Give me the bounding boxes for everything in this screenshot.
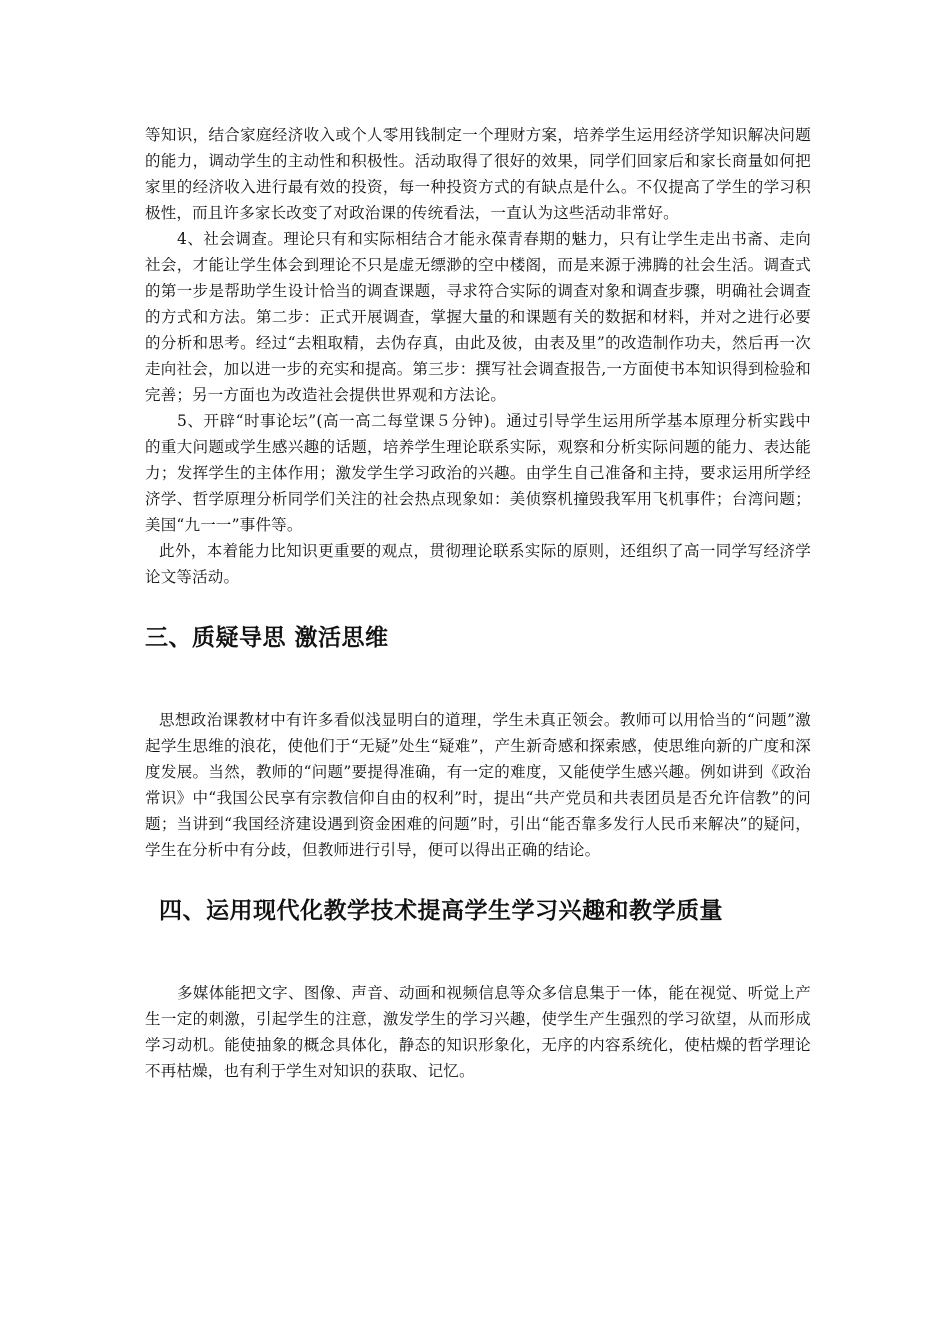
document-body: [145, 122, 811, 1084]
section-heading-3: 三、质疑导思 激活思维: [145, 625, 389, 651]
paragraph-item-5-current-affairs-forum: 5、开辟“时事论坛”(高一高二每堂课５分钟)。通过引导学生运用所学基本原理分析实践中的重大问题或学生感兴趣的话题，培养学生理论联系实际，观察和分析实际问题的能力、表达能力；发挥学生的主体作用；激发学生学习政治的兴趣。由学生自己准备和主持，要求运用所学经济学、哲学原理分析同学们关注的社会热点现象如：美侦察机撞毁我军用飞机事件；台湾问题；美国“九一一”事件等。: [145, 412, 811, 534]
paragraph-section-4: 多媒体能把文字、图像、声音、动画和视频信息等众多信息集于一体，能在视觉、听觉上产生一定的刺激，引起学生的注意，激发学生的学习兴趣，使学生产生强烈的学习欲望，从而形成学习动机。能使抽象的概念具体化，静态的知识形象化，无序的内容系统化，使枯燥的哲学理论不再枯燥，也有利于学生对知识的获取、记忆。: [145, 984, 811, 1080]
section-heading-4: 四、运用现代化教学技术提高学生学习兴趣和教学质量: [159, 898, 723, 924]
paragraph-section-3: 思想政治课教材中有许多看似浅显明白的道理，学生未真正领会。教师可以用恰当的“问题”激起学生思维的浪花，使他们于“无疑”处生“疑难”，产生新奇感和探索感，使思维向新的广度和深度发展。当然，教师的“问题”要提得准确，有一定的难度，又能使学生感兴趣。例如讲到《政治常识》中“我国公民享有宗教信仰自由的权利”时，提出“共产党员和共表团员是否允许信教”的问题；当讲到“我国经济建设遇到资金困难的问题”时，引出“能否靠多发行人民币来解决”的疑问，学生在分析中有分歧，但教师进行引导，便可以得出正确的结论。: [145, 711, 811, 859]
paragraph-additionally: 此外，本着能力比知识更重要的观点，贯彻理论联系实际的原则，还组织了高一同学写经济学论文等活动。: [145, 542, 811, 586]
paragraph-continuation: 等知识，结合家庭经济收入或个人零用钱制定一个理财方案，培养学生运用经济学知识解决问题的能力，调动学生的主动性和积极性。活动取得了很好的效果，同学们回家后和家长商量如何把家里的经济收入进行最有效的投资，每一种投资方式的有缺点是什么。不仅提高了学生的学习积极性，而且许多家长改变了对政治课的传统看法，一直认为这些活动非常好。: [145, 126, 811, 222]
paragraph-item-4-social-survey: 4、社会调查。理论只有和实际相结合才能永葆青春期的魅力，只有让学生走出书斋、走向社会，才能让学生体会到理论不只是虚无缥渺的空中楼阁，而是来源于沸腾的社会生活。调查式的第一步是帮助学生设计恰当的调查课题，寻求符合实际的调查对象和调查步骤，明确社会调查的方式和方法。第二步：正式开展调查，掌握大量的和课题有关的数据和材料，并对之进行必要的分析和思考。经过“去粗取精，去伪存真，由此及彼，由表及里”的改造制作功夫，然后再一次走向社会，加以进一步的充实和提高。第三步：撰写社会调查报告,一方面使书本知识得到检验和完善；另一方面也为改造社会提供世界观和方法论。: [145, 230, 811, 404]
